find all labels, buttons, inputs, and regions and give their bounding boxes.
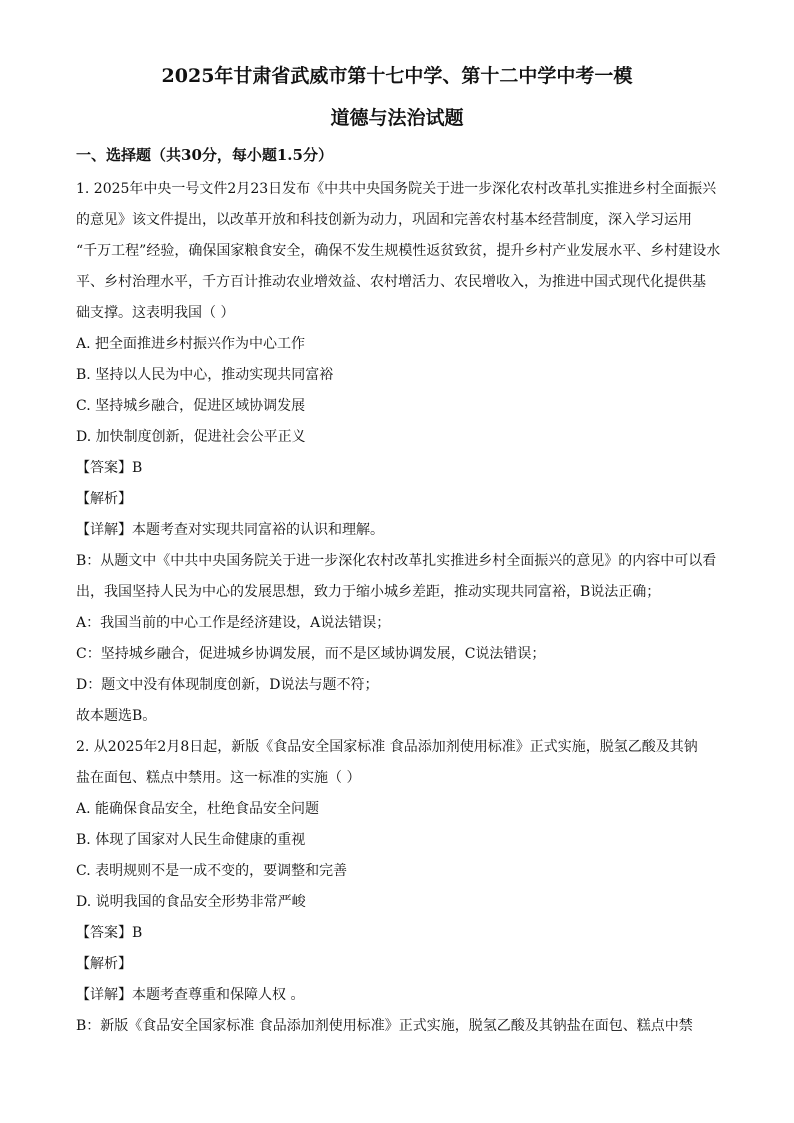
option-c: C. 表明规则不是一成不变的，要调整和完善 — [76, 863, 348, 879]
analysis-label: 【解析】 — [76, 956, 132, 972]
option-b: B. 体现了国家对人民生命健康的重视 — [76, 832, 306, 848]
document-content — [76, 174, 728, 1042]
section-title: 一、选择题（共30分，每小题1.5分） — [76, 146, 333, 164]
page-title: 2025年甘肃省武威市第十七中学、第十二中学中考一模 — [161, 65, 633, 87]
option-b: B. 坚持以人民为中心，推动实现共同富裕 — [76, 367, 334, 383]
analysis-label: 【解析】 — [76, 491, 132, 507]
question-stem-line: 盐在面包、糕点中禁用。这一标准的实施（ ） — [76, 770, 361, 786]
option-a: A. 把全面推进乡村振兴作为中心工作 — [76, 336, 306, 352]
detail-line: B：从题文中《中共中央国务院关于进一步深化农村改革扎实推进乡村全面振兴的意见》的内容中可以看 — [76, 553, 717, 569]
detail-line: 【详解】本题考查尊重和保障人权 。 — [76, 987, 305, 1003]
option-a: A. 能确保食品安全，杜绝食品安全问题 — [76, 801, 320, 817]
detail-line: 出，我国坚持人民为中心的发展思想，致力于缩小城乡差距，推动实现共同富裕，B说法正确； — [76, 584, 661, 600]
question-stem-line: 础支撑。这表明我国（ ） — [76, 305, 235, 321]
detail-line: 【详解】本题考查对实现共同富裕的认识和理解。 — [76, 522, 384, 538]
detail-line: B：新版《食品安全国家标准 食品添加剂使用标准》正式实施，脱氢乙酸及其钠盐在面包、糕点中禁 — [76, 1018, 693, 1034]
question-stem-line: “千万工程”经验，确保国家粮食安全，确保不发生规模性返贫致贫，提升乡村产业发展水平、乡村建设水 — [76, 243, 721, 259]
page-subtitle: 道德与法治试题 — [330, 107, 464, 129]
option-d: D. 说明我国的食品安全形势非常严峻 — [76, 894, 306, 910]
question-1 — [76, 174, 728, 732]
detail-line: 故本题选B。 — [76, 708, 157, 724]
detail-line: C：坚持城乡融合，促进城乡协调发展，而不是区域协调发展，C说法错误； — [76, 646, 546, 662]
question-stem-line: 平、乡村治理水平，千方百计推动农业增效益、农村增活力、农民增收入，为推进中国式现代化提供基 — [76, 274, 706, 290]
question-stem-line: 2. 从2025年2月8日起，新版《食品安全国家标准 食品添加剂使用标准》正式实施，脱氢乙酸及其钠 — [76, 739, 698, 755]
question-2 — [76, 732, 728, 1042]
detail-line: D：题文中没有体现制度创新，D说法与题不符； — [76, 677, 379, 693]
answer-label: 【答案】B — [76, 460, 143, 476]
answer-label: 【答案】B — [76, 925, 143, 941]
question-stem-line: 1. 2025年中央一号文件2月23日发布《中共中央国务院关于进一步深化农村改革扎实推进乡村全面振兴 — [76, 181, 717, 197]
detail-line: A：我国当前的中心工作是经济建设，A说法错误； — [76, 615, 391, 631]
option-d: D. 加快制度创新，促进社会公平正义 — [76, 429, 306, 445]
option-c: C. 坚持城乡融合，促进区域协调发展 — [76, 398, 306, 414]
question-stem-line: 的意见》该文件提出，以改革开放和科技创新为动力，巩固和完善农村基本经营制度，深入学习运用 — [76, 212, 692, 228]
